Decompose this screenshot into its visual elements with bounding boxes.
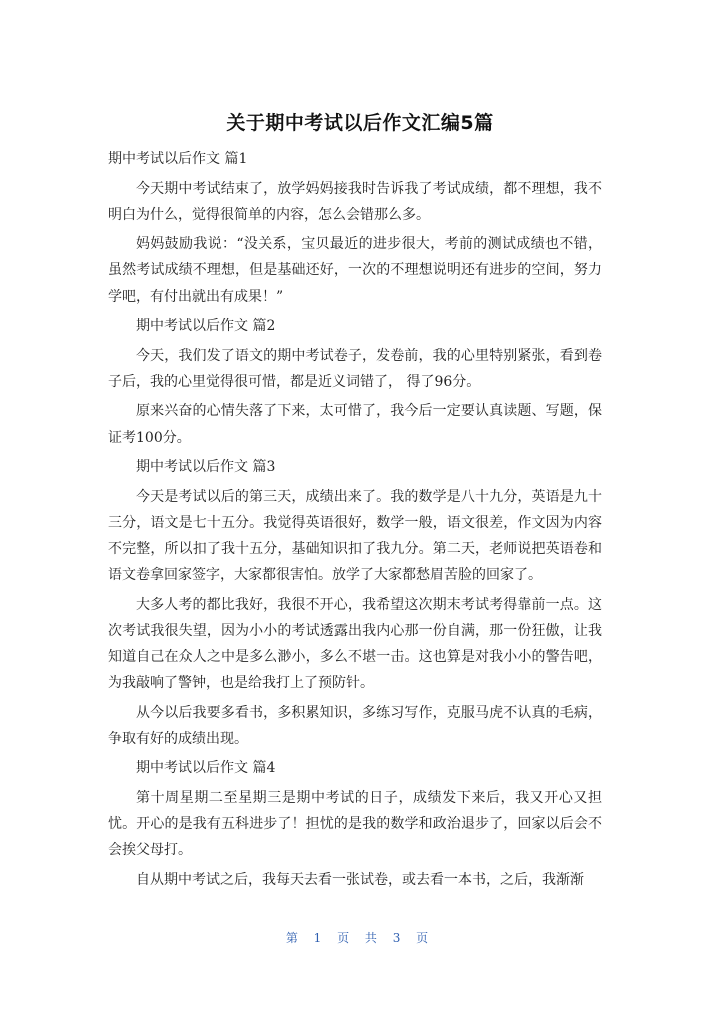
- section-heading: 期中考试以后作文 篇1: [108, 151, 248, 167]
- document-title: 关于期中考试以后作文汇编5篇: [226, 112, 494, 134]
- paragraph: 从今以后我要多看书，多积累知识，多练习写作，克服马虎不认真的毛病，争取有好的成绩出现。: [108, 704, 602, 747]
- paragraph: 今天期中考试结束了，放学妈妈接我时告诉我了考试成绩，都不理想，我不明白为什么，觉得很简单的内容，怎么会错那么多。: [108, 180, 602, 223]
- document-body: [108, 146, 602, 896]
- section-heading: 期中考试以后作文 篇3: [136, 459, 276, 476]
- paragraph: 今天，我们发了语文的期中考试卷子，发卷前，我的心里特别紧张，看到卷子后，我的心里觉得很可惜，都是近义词错了， 得了96分。: [108, 347, 602, 390]
- page-number-footer: 第 1 页 共 3 页: [285, 931, 435, 945]
- section-heading: 期中考试以后作文 篇4: [136, 760, 276, 777]
- paragraph: 自从期中考试之后，我每天去看一张试卷，或去看一本书，之后，我渐渐: [136, 871, 584, 888]
- paragraph: 今天是考试以后的第三天，成绩出来了。我的数学是八十九分，英语是九十三分，语文是七十五分。我觉得英语很好，数学一般，语文很差，作文因为内容不完整，所以扣了我十五分，基础知识扣了我九分。第二天，老师说把英语卷和语文卷拿回家签字，大家都很害怕。放学了大家都愁眉苦脸的回家了。: [108, 488, 602, 584]
- paragraph: 大多人考的都比我好，我很不开心，我希望这次期末考试考得靠前一点。这次考试我很失望，因为小小的考试透露出我内心那一份自满，那一份狂傲，让我知道自己在众人之中是多么渺小，多么不堪一击。这也算是对我小小的警告吧，为我敲响了警钟，也是给我打上了预防针。: [108, 596, 602, 692]
- paragraph: 第十周星期二至星期三是期中考试的日子，成绩发下来后，我又开心又担忧。开心的是我有五科进步了！担忧的是我的数学和政治退步了，回家以后会不会挨父母打。: [108, 789, 602, 859]
- paragraph: 妈妈鼓励我说：“没关系，宝贝最近的进步很大，考前的测试成绩也不错，虽然考试成绩不理想，但是基础还好，一次的不理想说明还有进步的空间，努力学吧，有付出就出有成果！”: [108, 236, 602, 305]
- paragraph: 原来兴奋的心情失落了下来，太可惜了，我今后一定要认真读题、写题，保证考100分。: [108, 403, 602, 446]
- section-heading: 期中考试以后作文 篇2: [136, 318, 276, 335]
